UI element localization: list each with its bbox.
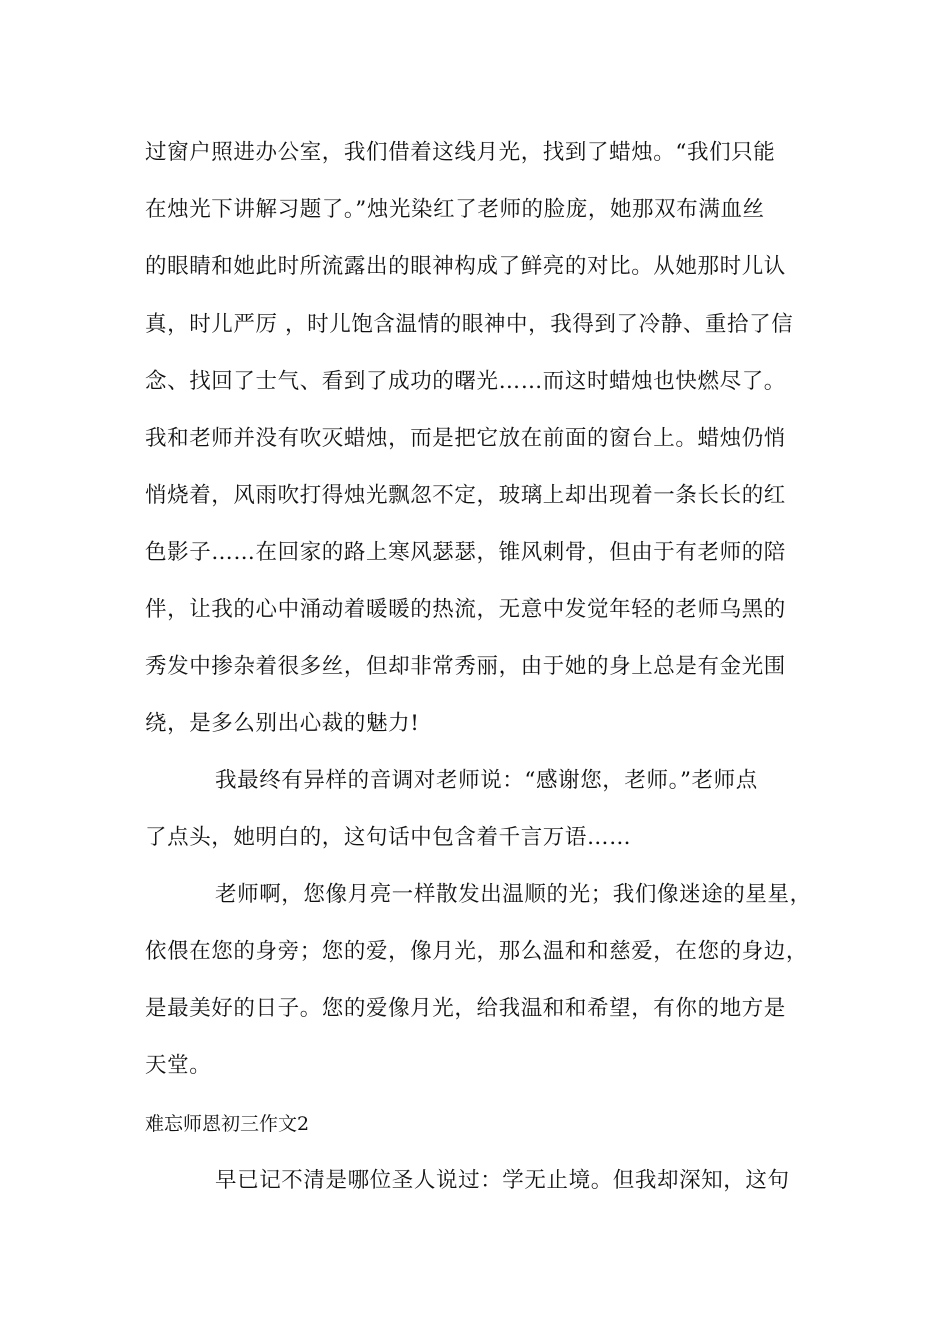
- paragraph-line: 是最美好的日子。您的爱像月光，给我温和和希望，有你的地方是: [145, 996, 786, 1021]
- paragraph-line: 我最终有异样的音调对老师说：“感谢您，老师。”老师点: [215, 768, 758, 793]
- paragraph-line: 在烛光下讲解习题了。”烛光染红了老师的脸庞，她那双布满血丝: [145, 197, 765, 222]
- paragraph-line: 色影子……在回家的路上寒风瑟瑟，锥风刺骨，但由于有老师的陪: [145, 540, 786, 565]
- section-heading: 难忘师恩初三作文2: [145, 1113, 310, 1135]
- paragraph-line: 的眼睛和她此时所流露出的眼神构成了鲜亮的对比。从她那时儿认: [145, 254, 786, 279]
- paragraph-line: 过窗户照进办公室，我们借着这线月光，找到了蜡烛。“我们只能: [145, 140, 776, 165]
- paragraph-line: 真，时儿严厉 ，时儿饱含温情的眼神中，我得到了冷静、重拾了信: [145, 312, 794, 337]
- paragraph-line: 悄烧着，风雨吹打得烛光飘忽不定，玻璃上却出现着一条长长的红: [145, 483, 786, 508]
- paragraph-line: 老师啊，您像月亮一样散发出温顺的光；我们像迷途的星星，: [215, 882, 812, 907]
- paragraph-line: 绕，是多么别出心裁的魅力!: [145, 711, 420, 736]
- paragraph-line: 秀发中掺杂着很多丝，但却非常秀丽，由于她的身上总是有金光围: [145, 654, 786, 679]
- paragraph-line: 依偎在您的身旁；您的爱，像月光，那么温和和慈爱，在您的身边，: [145, 939, 809, 964]
- paragraph-line: 早已记不清是哪位圣人说过：学无止境。但我却深知，这句: [215, 1168, 790, 1193]
- paragraph-line: 我和老师并没有吹灭蜡烛，而是把它放在前面的窗台上。蜡烛仍悄: [145, 426, 786, 451]
- paragraph-line: 天堂。: [145, 1053, 212, 1078]
- paragraph-line: 念、找回了士气、看到了成功的曙光……而这时蜡烛也快燃尽了。: [145, 369, 786, 394]
- paragraph-line: 了点头，她明白的，这句话中包含着千言万语……: [145, 825, 632, 850]
- paragraph-line: 伴，让我的心中涌动着暖暖的热流，无意中发觉年轻的老师乌黑的: [145, 597, 786, 622]
